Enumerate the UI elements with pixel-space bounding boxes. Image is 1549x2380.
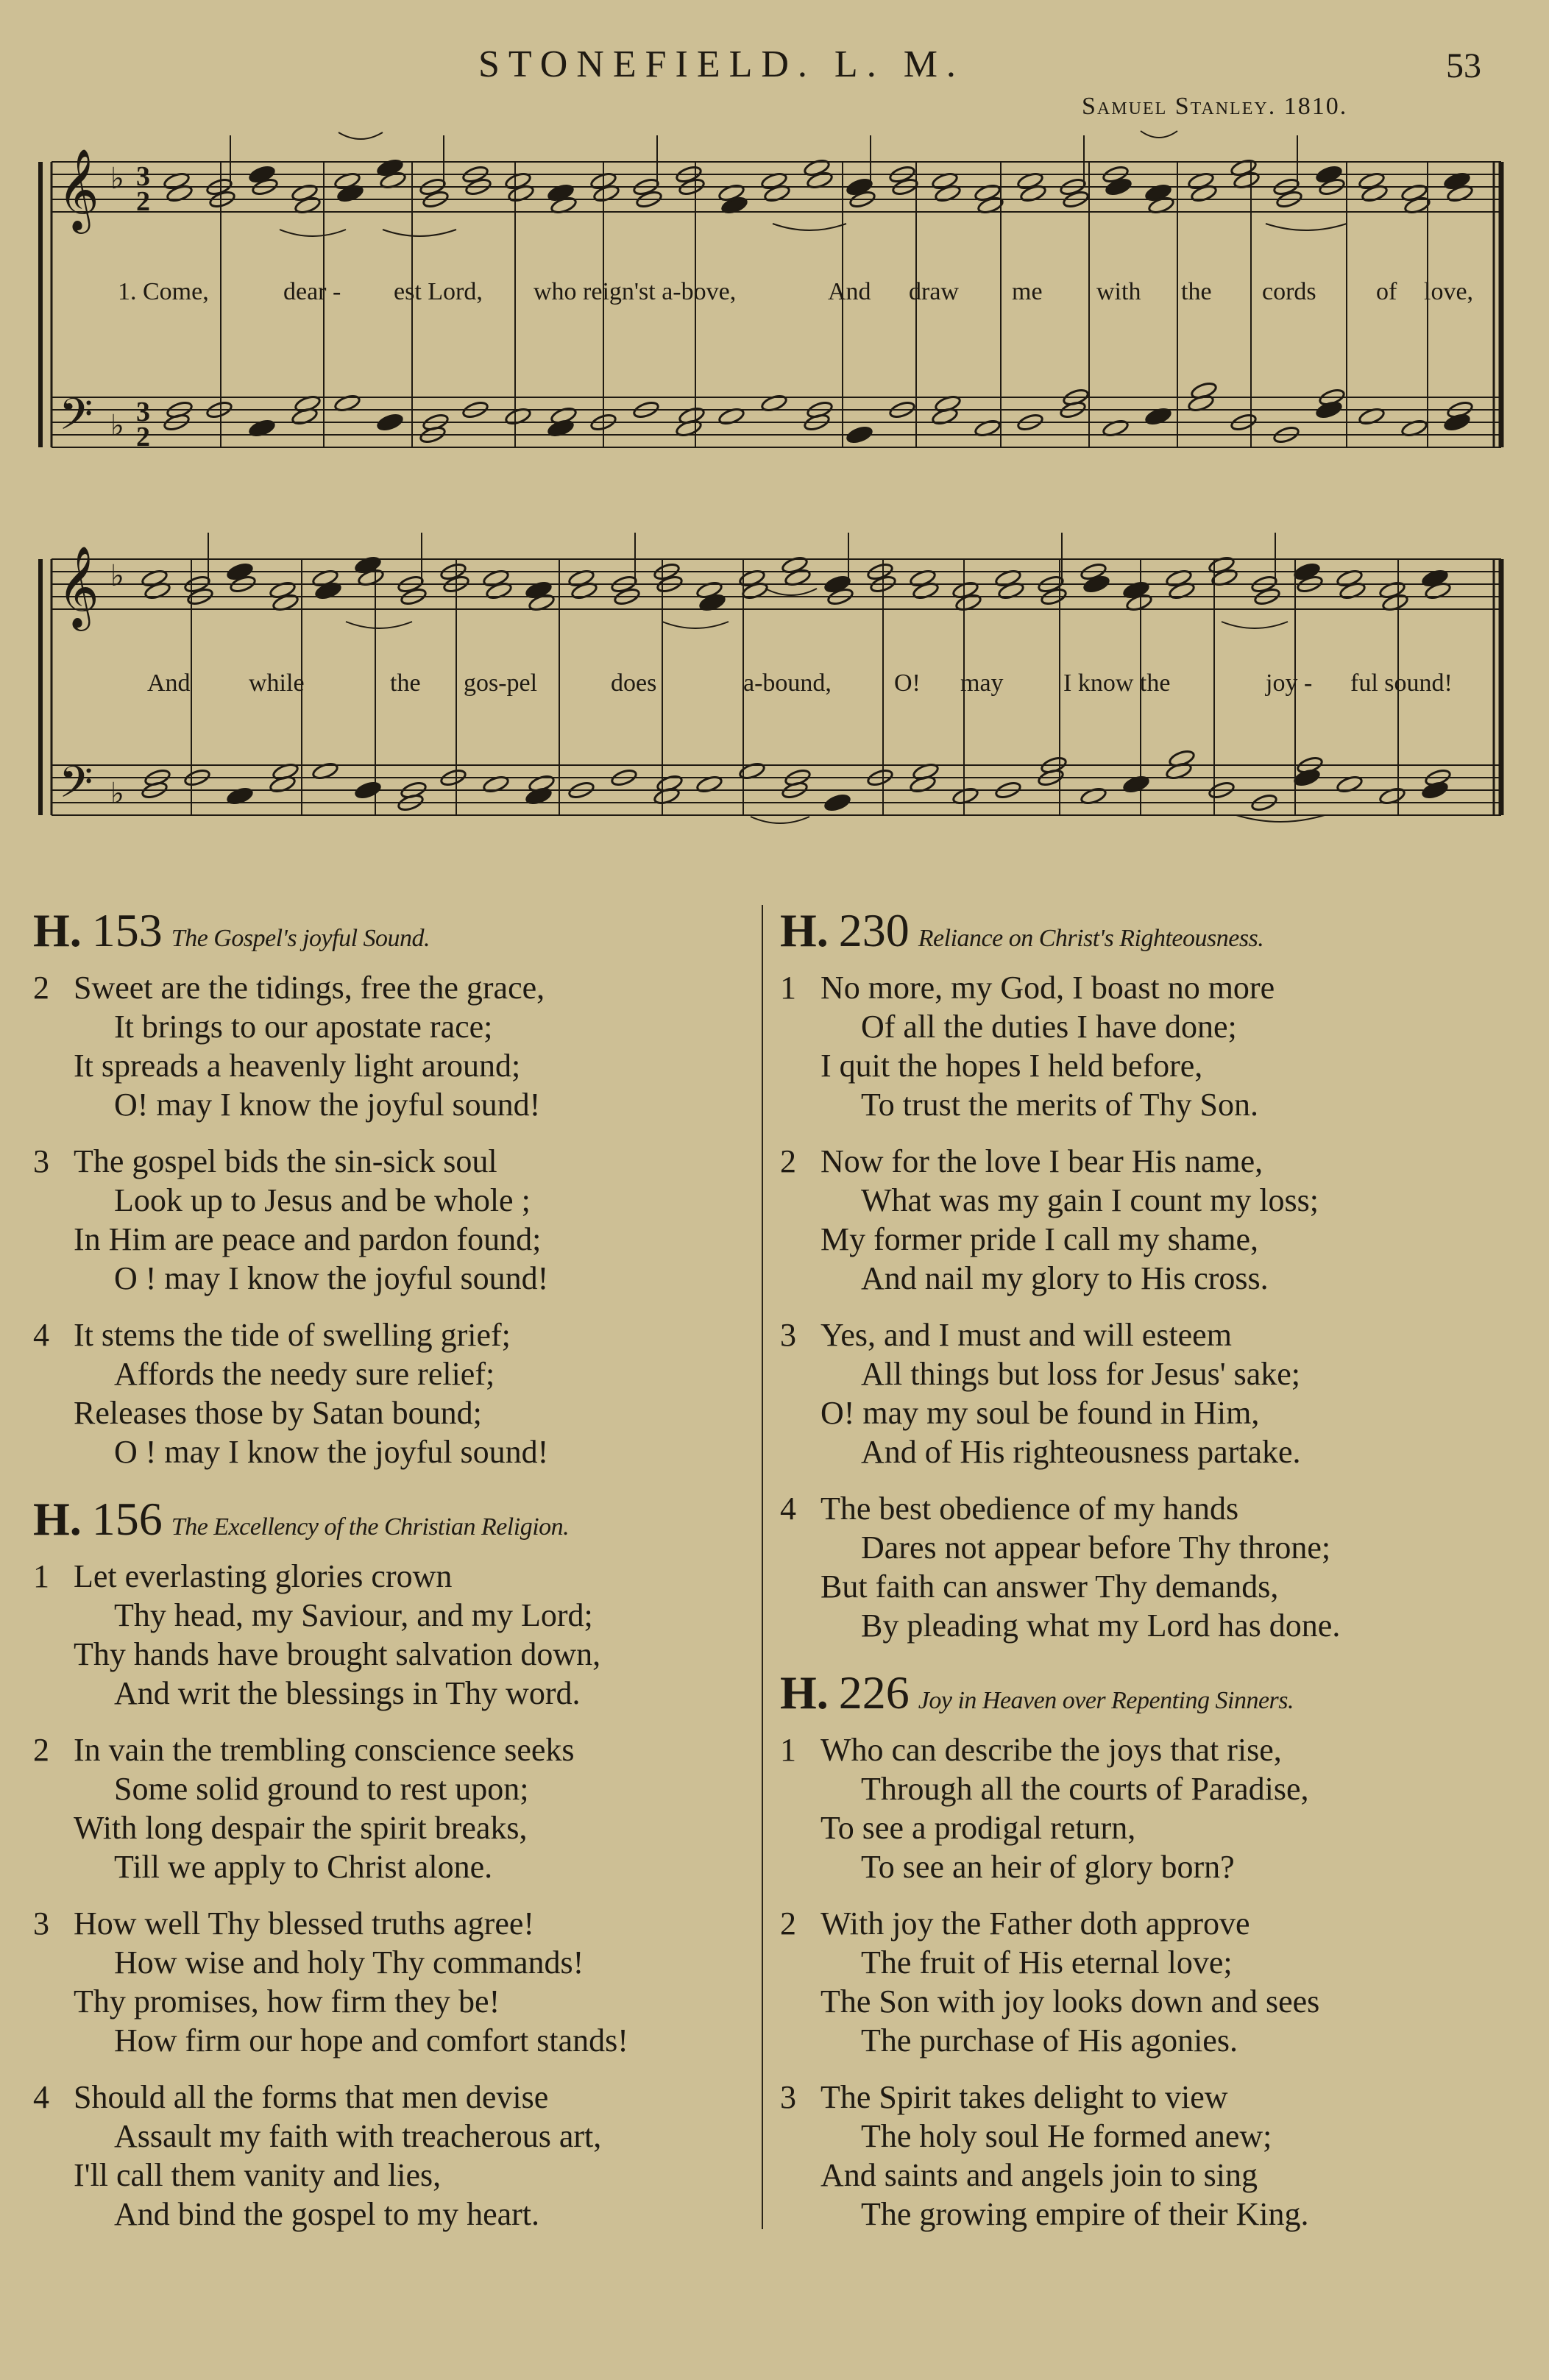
lyric-syllable: of [1376,278,1397,305]
verse-line [780,1181,1523,1220]
lyric-syllable: the [1181,278,1212,305]
verse-text: The fruit of His eternal love; [861,1944,1233,1981]
verse-number: 2 [780,1143,796,1179]
hymn-label: H. [33,1493,82,1545]
verse-text: With long despair the spirit breaks, [74,1810,528,1846]
hymn-230 [780,903,1523,1645]
verse-line [780,968,1523,1007]
verse [33,1315,769,1471]
lyric-syllable: while [249,669,305,697]
hymn-subtitle: The Gospel's joyful Sound. [171,925,430,952]
verse-text: By pleading what my Lord has done. [861,1608,1341,1644]
verse-line [780,1354,1523,1393]
verse-text: And nail my glory to His cross. [861,1260,1269,1296]
verse-line [33,968,769,1007]
verse-text: Releases those by Satan bound; [74,1395,482,1431]
hymn-heading [33,1492,769,1546]
verse-line [33,1769,769,1808]
verse-text: It stems the tide of swelling grief; [74,1317,511,1353]
lyric-syllable: est Lord, [394,278,483,305]
verse-line [780,1220,1523,1259]
verse-line [33,1142,769,1181]
lyric-syllable: a-bound, [743,669,832,697]
verse-line [33,1730,769,1769]
verse-line [780,1007,1523,1046]
music-score [0,0,1549,853]
hymn-subtitle: Reliance on Christ's Righteousness. [918,925,1264,952]
slur [751,817,809,823]
verse-text: Thy promises, how firm they be! [74,1983,500,2020]
verse-number: 4 [33,1317,49,1353]
verse-text: But faith can answer Thy demands, [820,1569,1279,1605]
flat-sign-icon: ♭ [110,777,124,811]
verse-number: 2 [33,970,49,1006]
lyric-syllable: ful sound! [1350,669,1453,697]
hymn-226 [780,1666,1523,2234]
slur [662,622,729,628]
verse-line [780,1567,1523,1606]
verse [33,1557,769,1713]
verse-line [33,1315,769,1354]
verse-number: 2 [780,1905,796,1942]
hymn-number: 230 [838,904,910,956]
lyric-syllable: gos-pel [464,669,538,697]
verse-text: In vain the trembling conscience seeks [74,1732,575,1768]
verse-line [33,1808,769,1847]
verse-number: 3 [780,2079,796,2115]
verse-line [780,2078,1523,2117]
slur [773,224,846,230]
lyric-syllable: love, [1424,278,1474,305]
slur [1236,815,1325,822]
verse-line [33,1085,769,1124]
verse-line [33,1557,769,1596]
verse-text: O ! may I know the joyful sound! [114,1260,549,1296]
verse-text: Thy hands have brought salvation down, [74,1636,601,1672]
verse-text: O ! may I know the joyful sound! [114,1434,549,1470]
verse-line [780,1808,1523,1847]
verse-text: Dares not appear before Thy throne; [861,1530,1331,1566]
hymn-label: H. [780,904,829,956]
verse-line [780,1393,1523,1432]
note-head [1421,781,1448,800]
verse-line [33,1635,769,1674]
verse-line [780,1847,1523,1886]
verse [780,2078,1523,2234]
lyric-syllable: who reign'st a-bove, [534,278,737,305]
note-head [1293,768,1320,788]
lyric-syllable: And [147,669,191,697]
verse-text: Let everlasting glories crown [74,1558,453,1594]
hymn-number: 153 [91,904,163,956]
hymn-label: H. [780,1666,829,1719]
verse-text: How firm our hope and comfort stands! [114,2022,628,2058]
verse-line [780,1489,1523,1528]
verse-line [780,2117,1523,2156]
slur [280,230,346,236]
verse-line [33,1982,769,2021]
verse-text: To see a prodigal return, [820,1810,1136,1846]
verse-text: Assault my faith with treacherous art, [114,2118,602,2154]
verse-text: And of His righteousness partake. [861,1434,1301,1470]
time-signature: 3 [136,161,150,192]
verse-text: O! may my soul be found in Him, [820,1395,1260,1431]
verse-line [780,1730,1523,1769]
lyric-syllable: dear - [283,278,341,305]
verse-text: And bind the gospel to my heart. [114,2196,540,2232]
verse [780,968,1523,1124]
verse-line [780,2195,1523,2234]
verse [780,1489,1523,1645]
verse [780,1730,1523,1886]
verse-text: Look up to Jesus and be whole ; [114,1182,531,1218]
verse-text: What was my gain I count my loss; [861,1182,1319,1218]
verse [780,1142,1523,1298]
verse-line [33,1046,769,1085]
verse-text: The gospel bids the sin-sick soul [74,1143,497,1179]
flat-sign-icon: ♭ [110,162,124,196]
slur [346,622,412,628]
hymn-subtitle: Joy in Heaven over Repenting Sinners. [918,1687,1294,1714]
verse-number: 2 [33,1732,49,1768]
verse-number: 4 [780,1491,796,1527]
verse-text: Thy head, my Saviour, and my Lord; [114,1597,593,1633]
verse-line [33,1943,769,1982]
verse-line [33,2156,769,2195]
treble-clef-icon: 𝄞 [57,148,99,230]
verse-line [780,2156,1523,2195]
lyric-syllable: the [390,669,421,697]
lyric-syllable: I know the [1063,669,1171,697]
hymn-heading [780,1666,1523,1720]
verse-text: With joy the Father doth approve [820,1905,1250,1942]
verse-text: The Spirit takes delight to view [820,2079,1228,2115]
verse-text: The best obedience of my hands [820,1491,1239,1527]
lyric-syllable: 1. Come, [118,278,209,305]
verse-line [33,2195,769,2234]
lyric-syllable: me [1012,278,1043,305]
lyric-syllable: O! [894,669,921,697]
verse-text: I'll call them vanity and lies, [74,2157,442,2193]
time-signature: 2 [136,422,150,452]
lyric-syllable: And [828,278,871,305]
verse-text: Should all the forms that men devise [74,2079,549,2115]
slur [1266,224,1347,230]
hymn-subtitle: The Excellency of the Christian Religion. [171,1513,570,1541]
time-signature: 3 [136,397,150,427]
page-number: 53 [1446,46,1481,85]
slur [765,589,817,595]
verse [780,1904,1523,2060]
bass-clef-icon: 𝄢 [59,388,93,450]
verse-line [780,2021,1523,2060]
verse-text: Some solid ground to rest upon; [114,1771,529,1807]
verse-line [33,2078,769,2117]
verse-text: Yes, and I must and will esteem [820,1317,1232,1353]
verse-line [780,1528,1523,1567]
verse [33,2078,769,2234]
note-head [1082,575,1110,594]
verse-text: To trust the merits of Thy Son. [861,1087,1258,1123]
verse-line [33,1354,769,1393]
lyric-syllable: may [960,669,1004,697]
verse-text: No more, my God, I boast no more [820,970,1275,1006]
hymn-heading [33,903,769,958]
lyric-syllable: joy - [1266,669,1313,697]
verse-text: Affords the needy sure relief; [114,1356,495,1392]
verse-text: The Son with joy looks down and sees [820,1983,1320,2020]
verse-line [33,1259,769,1298]
note-head [376,413,403,433]
verse-text: All things but loss for Jesus' sake; [861,1356,1301,1392]
verse-text: It brings to our apostate race; [114,1009,493,1045]
note-head [1443,413,1470,433]
verse-line [780,1982,1523,2021]
verse-line [780,1432,1523,1471]
verse-line [780,1904,1523,1943]
note-head [823,793,851,813]
verse-line [33,1007,769,1046]
verse-text: Sweet are the tidings, free the grace, [74,970,545,1006]
verse-line [33,2117,769,2156]
verse-text: Till we apply to Christ alone. [114,1849,493,1885]
verse-text: The growing empire of their King. [861,2196,1309,2232]
verse-line [780,1142,1523,1181]
slur [1141,131,1177,138]
hymns-right-column [780,903,1523,2254]
verse-text: O! may I know the joyful sound! [114,1087,541,1123]
verse-line [780,1606,1523,1645]
note-head [354,781,381,800]
treble-clef-icon: 𝄞 [57,545,99,628]
note-head [846,425,873,445]
verse-text: The purchase of His agonies. [861,2022,1238,2058]
hymn-153 [33,903,769,1471]
verse-number: 3 [33,1143,49,1179]
lyric-syllable: does [611,669,657,697]
verse-line [33,1181,769,1220]
verse-line [780,1259,1523,1298]
verse-line [780,1769,1523,1808]
hymn-number: 226 [838,1666,910,1719]
verse-line [33,1220,769,1259]
verse [33,1904,769,2060]
verse-number: 1 [780,1732,796,1768]
verse-line [33,1393,769,1432]
verse-text: Through all the courts of Paradise, [861,1771,1309,1807]
hymn-label: H. [33,904,82,956]
verse-line [780,1943,1523,1982]
tune-title: STONEFIELD. L. M. [478,43,965,85]
bass-clef-icon: 𝄢 [59,756,93,818]
lyric-syllable: cords [1262,278,1316,305]
verse-line [33,1596,769,1635]
lyric-syllable: draw [909,278,959,305]
verse-line [780,1085,1523,1124]
hymn-156 [33,1492,769,2234]
note-head [1315,400,1342,420]
verse-line [33,2021,769,2060]
verse-line [33,1847,769,1886]
flat-sign-icon: ♭ [110,409,124,443]
verse-line [33,1674,769,1713]
verse [33,1142,769,1298]
verse-text: And writ the blessings in Thy word. [114,1675,581,1711]
verse-number: 3 [33,1905,49,1942]
hymn-heading [780,903,1523,958]
verse-text: It spreads a heavenly light around; [74,1048,521,1084]
slur [383,230,456,236]
verse [33,1730,769,1886]
verse-line [33,1432,769,1471]
slur [1222,622,1288,628]
hymns-left-column [33,903,769,2254]
verse-line [33,1904,769,1943]
composer-credit: Samuel Stanley. 1810. [1082,93,1348,120]
verse-text: To see an heir of glory born? [861,1849,1235,1885]
lyric-syllable: with [1096,278,1141,305]
slur [338,132,383,139]
verse-text: Now for the love I bear His name, [820,1143,1263,1179]
verse-text: Of all the duties I have done; [861,1009,1237,1045]
verse-number: 1 [780,970,796,1006]
verse-text: In Him are peace and pardon found; [74,1221,542,1257]
verse-text: I quit the hopes I held before, [820,1048,1203,1084]
verse-text: And saints and angels join to sing [820,2157,1258,2193]
verse-line [780,1315,1523,1354]
flat-sign-icon: ♭ [110,559,124,593]
note-head [1105,177,1132,197]
verse-text: How well Thy blessed truths agree! [74,1905,535,1942]
time-signature: 2 [136,186,150,217]
verse-text: The holy soul He formed anew; [861,2118,1272,2154]
verse-number: 1 [33,1558,49,1594]
verse [780,1315,1523,1471]
verse-number: 4 [33,2079,49,2115]
verse-text: How wise and holy Thy commands! [114,1944,584,1981]
verse [33,968,769,1124]
verse-number: 3 [780,1317,796,1353]
hymn-number: 156 [91,1493,163,1545]
verse-line [780,1046,1523,1085]
verse-text: My former pride I call my shame, [820,1221,1259,1257]
verse-text: Who can describe the joys that rise, [820,1732,1282,1768]
